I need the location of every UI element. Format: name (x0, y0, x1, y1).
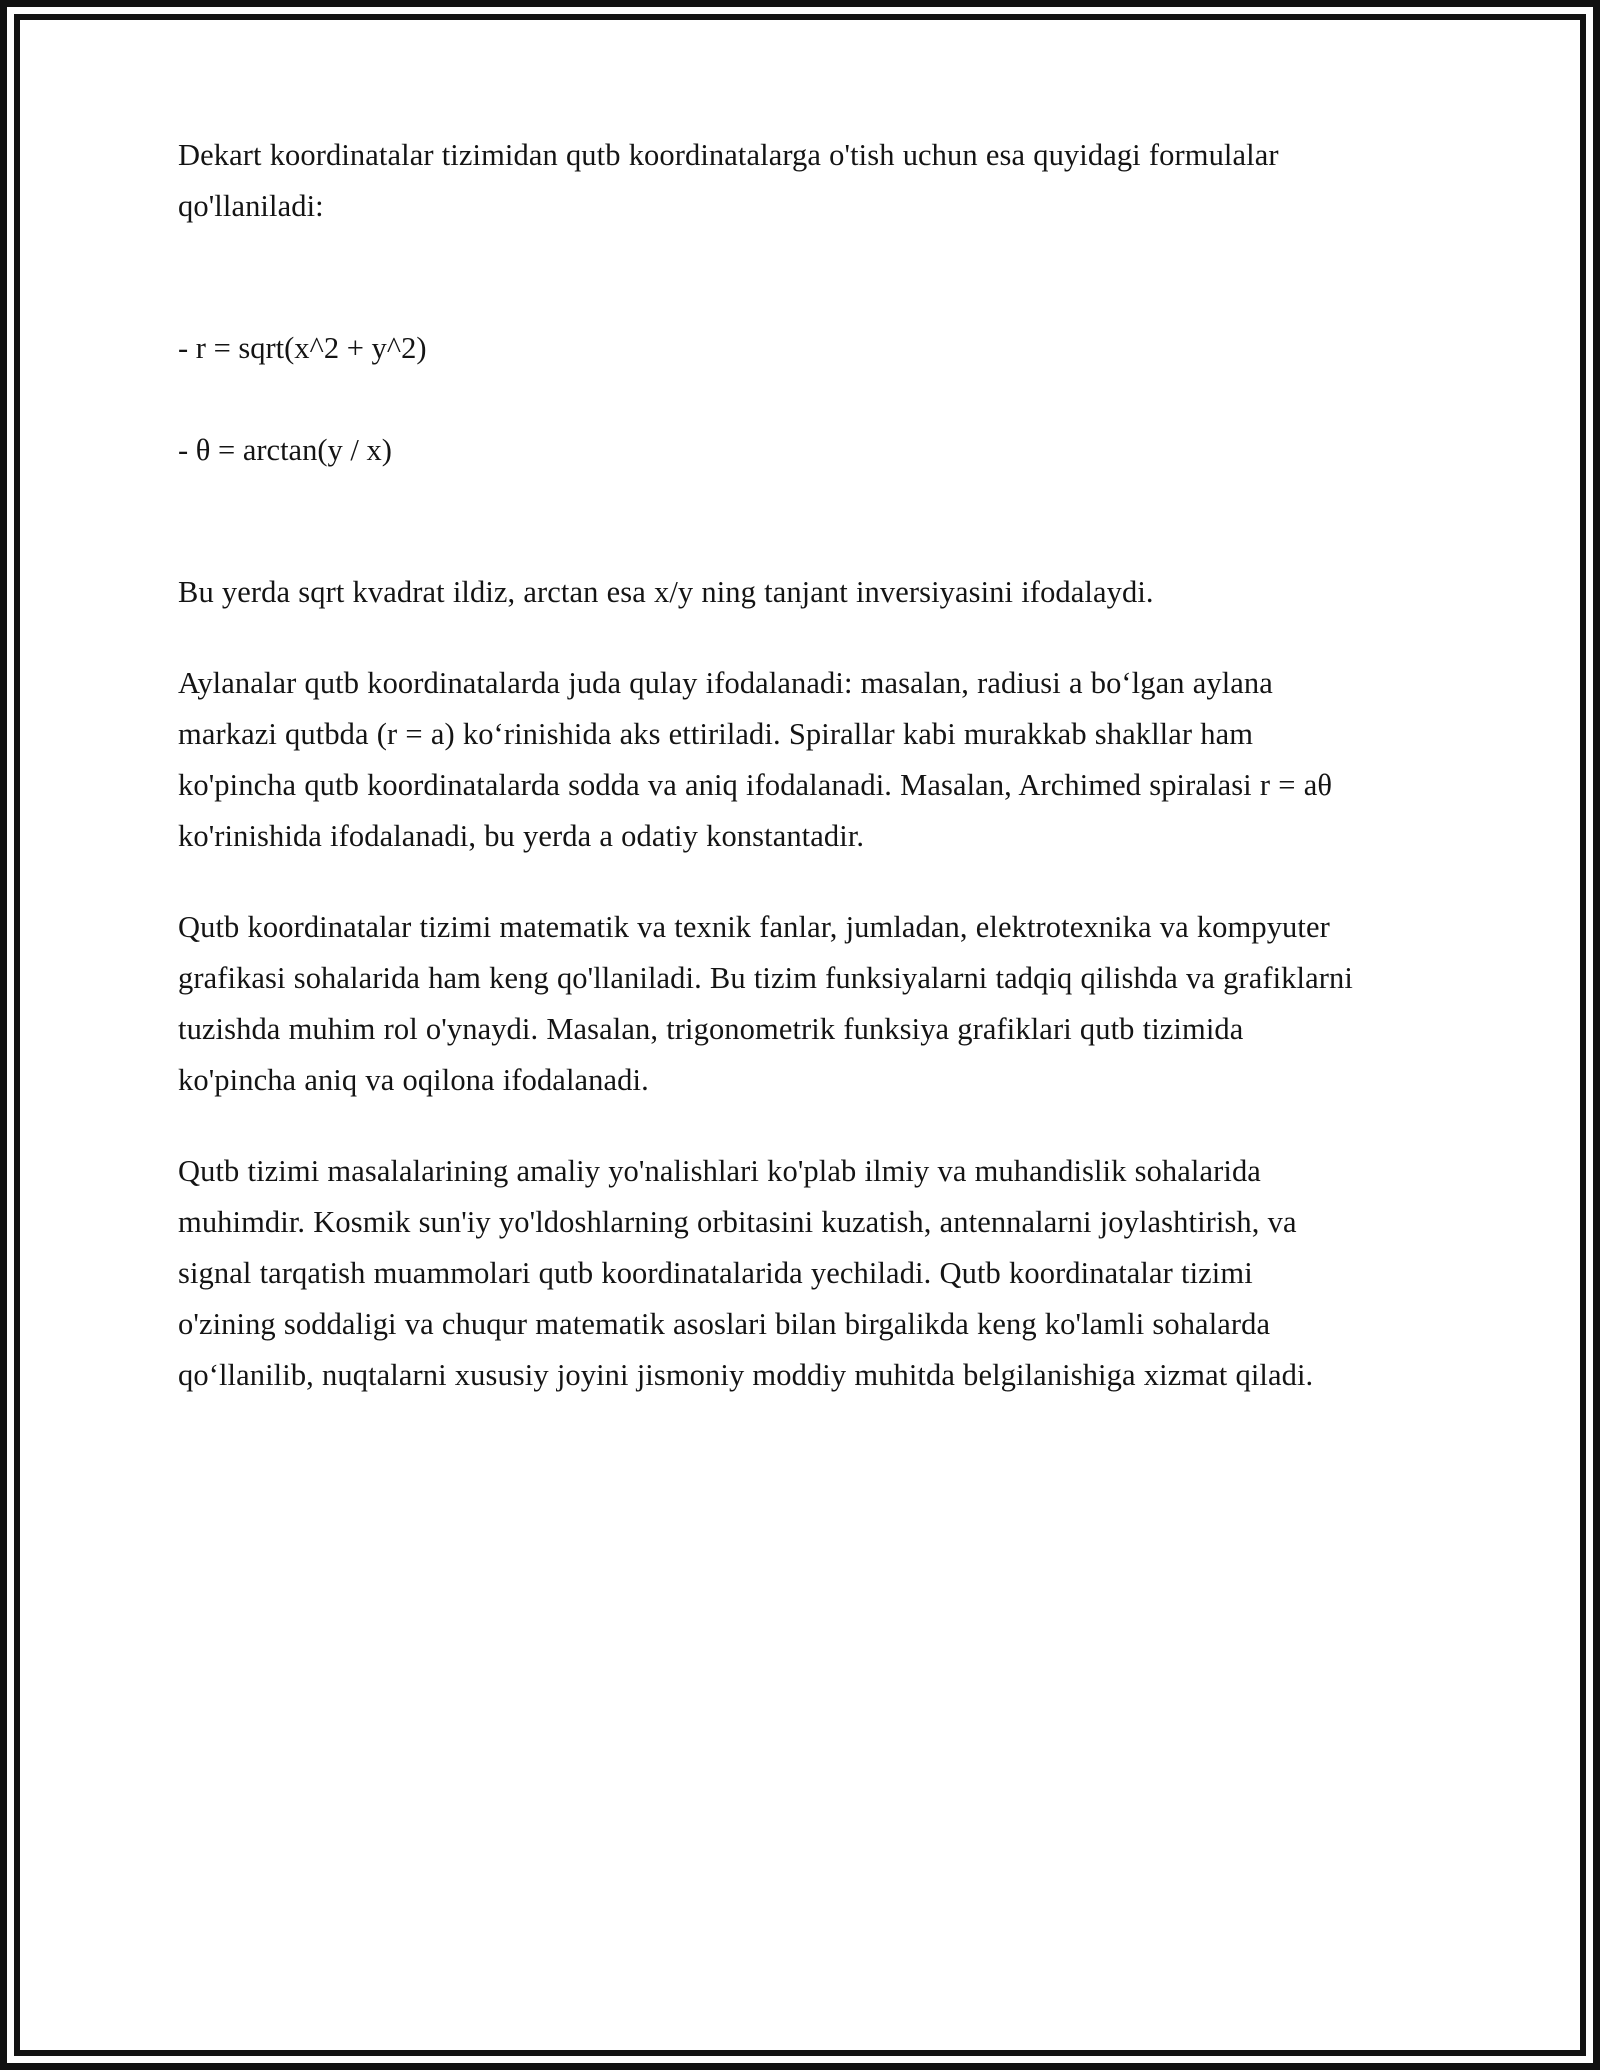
paragraph-applications: Qutb koordinatalar tizimi matematik va texnik fanlar, jumladan, elektrotexnika va kompyuter grafikasi sohalarida ham keng qo'llaniladi. Bu tizim funksiyalarni tadqiq qilishda va grafiklarni tuzishda muhim rol o'ynaydi. Masalan, trigonometrik funksiya grafiklari qutb tizimida ko'pincha aniq va oqilona ifodalanadi. (178, 910, 1353, 1097)
paragraph-intro: Dekart koordinatalar tizimidan qutb koordinatalarga o'tish uchun esa quyidagi formulalar qo'llaniladi: (178, 138, 1279, 223)
paragraph-practical: Qutb tizimi masalalarining amaliy yo'nalishlari ko'plab ilmiy va muhandislik sohalarida muhimdir. Kosmik sun'iy yo'ldoshlarning orbitasini kuzatish, antennalarni joylashtirish, va signal tarqatish muammolari qutb koordinatalarida yechiladi. Qutb koordinatalar tizimi o'zining soddaligi va chuqur matematik asoslari bilan birgalikda keng ko'lamli sohalarda qo‘llanilib, nuqtalarni xususiy joyini jismoniy moddiy muhitda belgilanishiga xizmat qiladi. (178, 1154, 1314, 1392)
formula-line-theta: - θ = arctan(y / x) (178, 433, 392, 467)
paragraph-circles-spirals: Aylanalar qutb koordinatalarda juda qulay ifodalanadi: masalan, radiusi a bo‘lgan aylana markazi qutbda (r = a) ko‘rinishida aks ettiriladi. Spirallar kabi murakkab shakllar ham ko'pincha qutb koordinatalarda sodda va aniq ifodalanadi. Masalan, Archimed spiralasi r = aθ ko'rinishida ifodalanadi, bu yerda a odatiy konstantadir. (178, 666, 1333, 853)
formula-list (178, 272, 1358, 527)
paragraph-formula-explanation: Bu yerda sqrt kvadrat ildiz, arctan esa x/y ning tanjant inversiyasini ifodalaydi. (178, 575, 1154, 609)
document-body (178, 130, 1358, 1401)
formula-line-r: - r = sqrt(x^2 + y^2) (178, 331, 427, 365)
